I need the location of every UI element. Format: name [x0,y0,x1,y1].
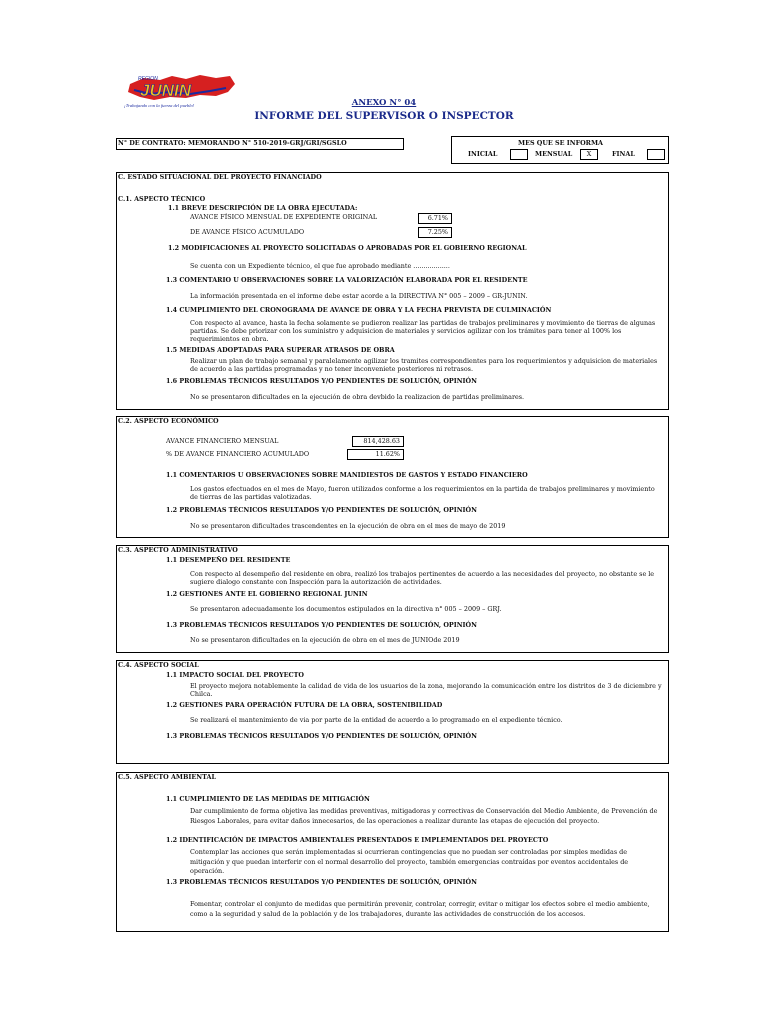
c2-s11: 1.1 COMENTARIOS U OBSERVACIONES SOBRE MANIDIESTOS DE GASTOS Y ESTADO FINANCIERO [166,471,528,479]
c2-fin-mensual-value: 814,428.63 [352,436,404,447]
month-heading: MES QUE SE INFORMA [518,139,604,147]
c3-t11: Con respecto al desempeño del residente en obra, realizó los trabajos pertinentes de acuerdo a las necesidades del proyecto, no obstante se le sugiere dialogo constante con Inspección para la autorización de actividades. [190,570,655,586]
c2-fin-acum-label: % DE AVANCE FINANCIERO ACUMULADO [166,450,310,458]
c5-s12: 1.2 IDENTIFICACIÓN DE IMPACTOS AMBIENTALES PRESENTADOS E IMPLEMENTADOS DEL PROYECTO [166,836,549,844]
contract-number: N° DE CONTRATO: MEMORANDO N° 510-2019-GRJ/GRI/SGSLO [118,139,347,147]
c4-s13: 1.3 PROBLEMAS TÉCNICOS RESULTADOS Y/O PENDIENTES DE SOLUCIÓN, OPINIÓN [166,732,477,740]
c4-heading: C.4. ASPECTO SOCIAL [118,661,199,669]
inicial-label: INICIAL [468,150,498,158]
c5-s13: 1.3 PROBLEMAS TÉCNICOS RESULTADOS Y/O PENDIENTES DE SOLUCIÓN, OPINIÓN [166,878,477,886]
svg-text:JUNIN: JUNIN [140,81,192,100]
c4-t11: El proyecto mejora notablemente la calidad de vida de los usuarios de la zona, mejorando la comunicación entre los distritos de 3 de diciembre y Chilca. [190,682,662,698]
svg-text:¡Trabajando con la fuerza del: ¡Trabajando con la fuerza del pueblo! [124,103,195,108]
c3-s13: 1.3 PROBLEMAS TÉCNICOS RESULTADOS Y/O PENDIENTES DE SOLUCIÓN, OPINIÓN [166,621,477,629]
c1-t16: No se presentaron dificultades en la ejecución de obra devbido la realizacion de partidas preliminares. [190,393,525,401]
c4-t12: Se realizará el mantenimiento de via por parte de la entidad de acuerdo a lo programado en el expediente técnico. [190,716,563,724]
c1-s13: 1.3 COMENTARIO U OBSERVACIONES SOBRE LA VALORIZACIÓN ELABORADA POR EL RESIDENTE [166,276,528,284]
c1-t15: Realizar un plan de trabajo semanal y paralelamente agilizar los tramites correspondientes para los requerimientos y adquisicion de materiales de acuerdo a las partidas programadas y no tener inconveniete posteriores ni retrasos. [190,357,658,373]
c1-t12: Se cuenta con un Expediente técnico, el que fue aprobado mediante .................. [190,262,450,270]
svg-text:REGION: REGION [138,76,158,82]
c1-avance-acum-value: 7.25% [418,227,452,238]
section-c-heading: C. ESTADO SITUACIONAL DEL PROYECTO FINANCIADO [118,173,322,181]
c4-s12: 1.2 GESTIONES PARA OPERACIÓN FUTURA DE LA OBRA, SOSTENIBILIDAD [166,701,443,709]
c5-heading: C.5. ASPECTO AMBIENTAL [118,773,216,781]
c5-t12: Contemplar las acciones que serán implementadas si ocurrieran contingencias que no puedan ser controladas por simples medidas de mitigación y que puedan interferir con el normal desarrollo del proyecto, también emergencias contraídas por eventos accidentales de operación. [190,848,629,875]
c2-t11: Los gastos efectuados en el mes de Mayo, fueron utilizados conforme a los requerimientos en la partida de trabajos preliminares y movimiento de tierras de las partidas valotizadas. [190,485,655,501]
c1-s11: 1.1 BREVE DESCRIPCIÓN DE LA OBRA EJECUTADA: [168,204,358,212]
c4-s11: 1.1 IMPACTO SOCIAL DEL PROYECTO [166,671,304,679]
c1-t14: Con respecto al avance, hasta la fecha solamente se pudieron realizar las partidas de trabajos preliminares y movimiento de tierras de algunas partidas. Se debe priorizar con los suministro y adquisicion de materiales y servicios agilizar con los trámites para tener al 100% los requerimientos en obra. [190,319,656,343]
mensual-label: MENSUAL [535,150,573,158]
c1-avance-mensual-value: 6.71% [418,213,452,224]
c1-avance-acum-label: DE AVANCE FÍSICO ACUMULADO [190,228,305,236]
c1-heading: C.1. ASPECTO TÉCNICO [118,195,206,203]
c2-fin-acum-value: 11.62% [347,449,404,460]
c3-s11: 1.1 DESEMPEÑO DEL RESIDENTE [166,556,291,564]
c5-s11: 1.1 CUMPLIMIENTO DE LAS MEDIDAS DE MITIGACIÓN [166,795,370,803]
inicial-checkbox[interactable] [510,149,528,160]
c3-s12: 1.2 GESTIONES ANTE EL GOBIERNO REGIONAL JUNIN [166,590,368,598]
c5-t13: Fomentar, controlar el conjunto de medidas que permitirán prevenir, controlar, corregir, evitar o mitigar los efectos sobre el medio ambiente, como a la seguridad y salud de la población y de los trabajadores, durante las actividades de construcción de los accesos. [190,900,650,918]
c3-t13: No se presentaron dificultades en la ejecución de obra en el mes de JUNIOde 2019 [190,636,460,644]
c2-fin-mensual-label: AVANCE FINANCIERO MENSUAL [166,437,279,445]
c2-heading: C.2. ASPECTO ECONÓMICO [118,417,219,425]
c1-s14: 1.4 CUMPLIMIENTO DEL CRONOGRAMA DE AVANCE DE OBRA Y LA FECHA PREVISTA DE CULMINACIÓN [166,306,552,314]
c3-t12: Se presentaron adecuadamente los documentos estipulados en la directiva n° 005 – 2009 – GRJ. [190,605,502,613]
c1-s12: 1.2 MODIFICACIONES AL PROYECTO SOLICITADAS O APROBADAS POR EL GOBIERNO REGIONAL [168,244,527,252]
c3-heading: C.3. ASPECTO ADMINISTRATIVO [118,546,238,554]
c1-t13: La información presentada en el informe debe estar acorde a la DIRECTIVA N° 005 – 2009 – GR-JUNIN. [190,292,528,300]
mensual-checkbox[interactable]: X [580,149,598,160]
c2-s12: 1.2 PROBLEMAS TÉCNICOS RESULTADOS Y/O PENDIENTES DE SOLUCIÓN, OPINIÓN [166,506,477,514]
report-title: INFORME DEL SUPERVISOR O INSPECTOR [254,110,514,122]
c1-s15: 1.5 MEDIDAS ADOPTADAS PARA SUPERAR ATRASOS DE OBRA [166,346,395,354]
final-checkbox[interactable] [647,149,665,160]
c1-s16: 1.6 PROBLEMAS TÉCNICOS RESULTADOS Y/O PENDIENTES DE SOLUCIÓN, OPINIÓN [166,377,477,385]
c5-t11: Dar cumplimiento de forma objetiva las medidas preventivas, mitigadoras y correctivas de Conservación del Medio Ambiente, de Prevención de Riesgos Laborales, para evitar daños innecesarios, de las operaciones a realizar durante las etapas de ejecución del proyecto. [190,807,658,825]
anexo-title: ANEXO N° 04 [351,98,417,108]
c2-t12: No se presentaron dificultades trascendentes en la ejecución de obra en el mes de mayo de 2019 [190,522,506,530]
final-label: FINAL [612,150,635,158]
c1-avance-mensual-label: AVANCE FÍSICO MENSUAL DE EXPEDIENTE ORIGINAL [190,213,378,221]
